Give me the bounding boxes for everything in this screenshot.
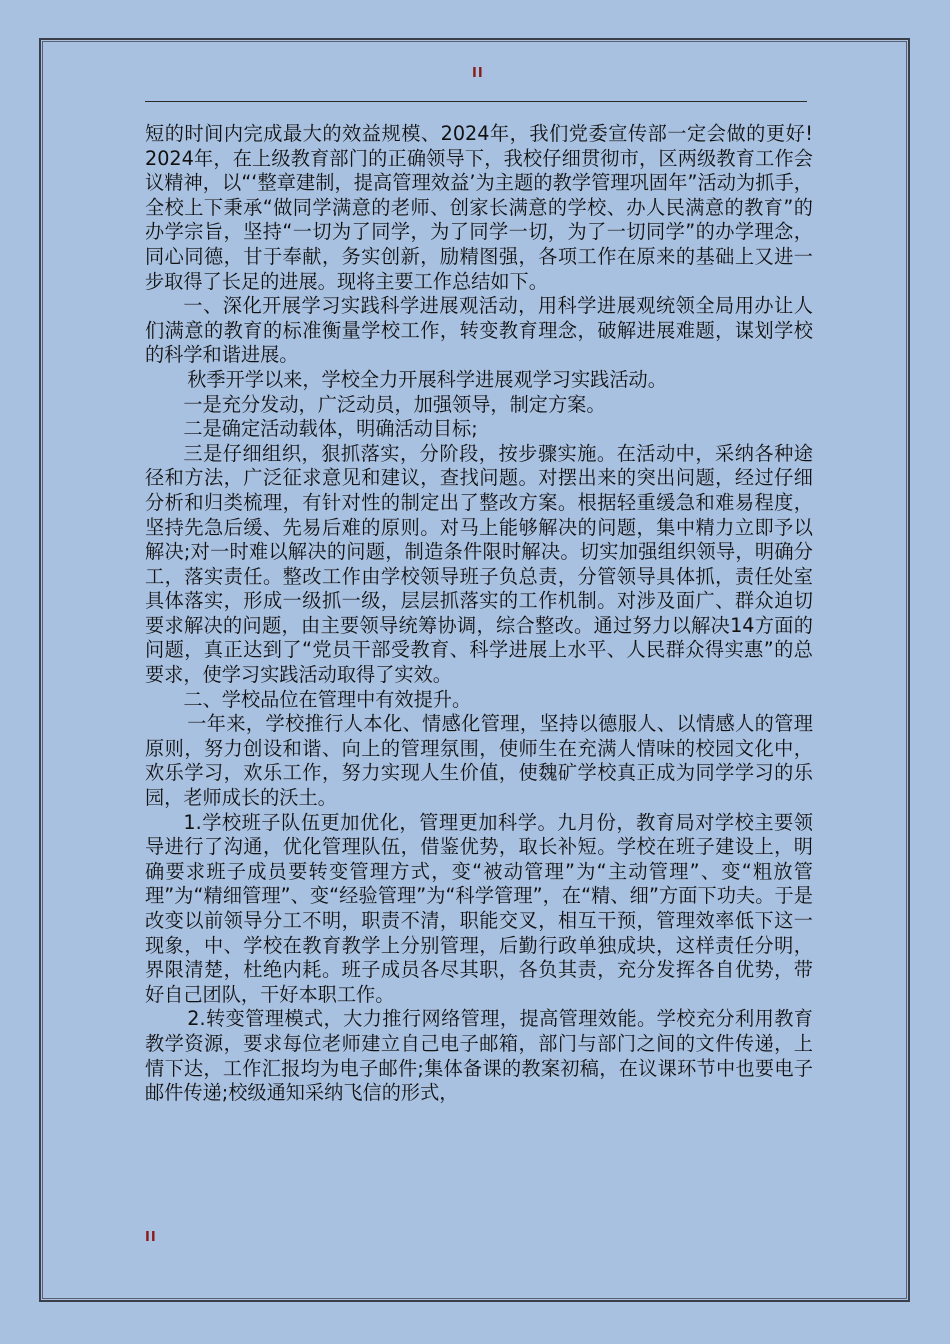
section-heading: 二、学校品位在管理中有效提升。 bbox=[183, 687, 472, 711]
list-item: 三是仔细组织，狠抓落实，分阶段，按步骤实施。在活动中，采纳各种途径和方法，广泛征求意见和建议，查找问题。对摆出来的突出问题，经过仔细分析和归类梳理，有针对性的制定出了整改方案。根据轻重缓急和难易程度，坚持先急后缓、先易后难的原则。对马上能够解决的问题，集中精力立即予以解决;对一时难以解决的问题，制造条件限时解决。切实加强组织领导，明确分工，落实责任。整改工作由学校领导班子负总责，分管领导具体抓，责任处室具体落实，形成一级抓一级，层层抓落实的工作机制。对涉及面广、群众迫切要求解决的问题，由主要领导统筹协调，综合整改。通过努力以解决14方面的问题，真正达到了“党员干部受教育、科学进展上水平、人民群众得实惠”的总要求，使学习实践活动取得了实效。 bbox=[145, 441, 813, 687]
paragraph: 1.学校班子队伍更加优化，管理更加科学。九月份，教育局对学校主要领导进行了沟通，优化管理队伍，借鉴优势，取长补短。学校在班子建设上，明确要求班子成员要转变管理方式，变“被动管理”为“主动管理”、变“粗放管理”为“精细管理”、变“经验管理”为“科学管理”，在“精、细”方面下功夫。于是改变以前领导分工不明，职责不清，职能交叉，相互干预，管理效率低下这一现象，中、学校在教育教学上分别管理，后勤行政单独成块，这样责任分明，界限清楚，杜绝内耗。班子成员各尽其职，各负其责，充分发挥各自优势，带好自己团队，干好本职工作。 bbox=[145, 810, 813, 1006]
document-body bbox=[145, 122, 820, 1106]
list-item: 一是充分发动，广泛动员，加强领导，制定方案。 bbox=[183, 392, 606, 416]
header-rule bbox=[145, 101, 807, 102]
section-heading: 一、深化开展学习实践科学进展观活动，用科学进展观统领全局用办让人们满意的教育的标准衡量学校工作，转变教育理念，破解进展难题，谋划学校的科学和谐进展。 bbox=[145, 294, 813, 367]
header-page-mark: II bbox=[472, 66, 484, 81]
paragraph: 短的时间内完成最大的效益规模、2024年，我们党委宣传部一定会做的更好! 2024年，在上级教育部门的正确领导下，我校仔细贯彻市，区两级教育工作会议精神，以“‘整章建制，提高管理效益’为主题的教学管理巩固年”活动为抓手，全校上下秉承“做同学满意的老师、创家长满意的学校、办人民满意的教育”的办学宗旨，坚持“一切为了同学，为了同学一切，为了一切同学”的办学理念，同心同德，甘于奉献，务实创新，励精图强，各项工作在原来的基础上又进一步取得了长足的进展。现将主要工作总结如下。 bbox=[145, 122, 820, 293]
paragraph: 2.转变管理模式，大力推行网络管理，提高管理效能。学校充分利用教育教学资源，要求每位老师建立自己电子邮箱，部门与部门之间的文件传递，上情下达，工作汇报均为电子邮件;集体备课的教案初稿，在议课环节中也要电子邮件传递;校级通知采纳飞信的形式， bbox=[145, 1007, 813, 1105]
footer-page-mark: II bbox=[145, 1230, 157, 1245]
list-item: 二是确定活动载体，明确活动目标; bbox=[183, 417, 478, 441]
paragraph: 秋季开学以来，学校全力开展科学进展观学习实践活动。 bbox=[187, 367, 667, 391]
paragraph: 一年来，学校推行人本化、情感化管理，坚持以德服人、以情感人的管理原则，努力创设和谐、向上的管理氛围，使师生在充满人情味的校园文化中，欢乐学习，欢乐工作，努力实现人生价值，使魏矿学校真正成为同学学习的乐园，老师成长的沃土。 bbox=[145, 712, 813, 810]
